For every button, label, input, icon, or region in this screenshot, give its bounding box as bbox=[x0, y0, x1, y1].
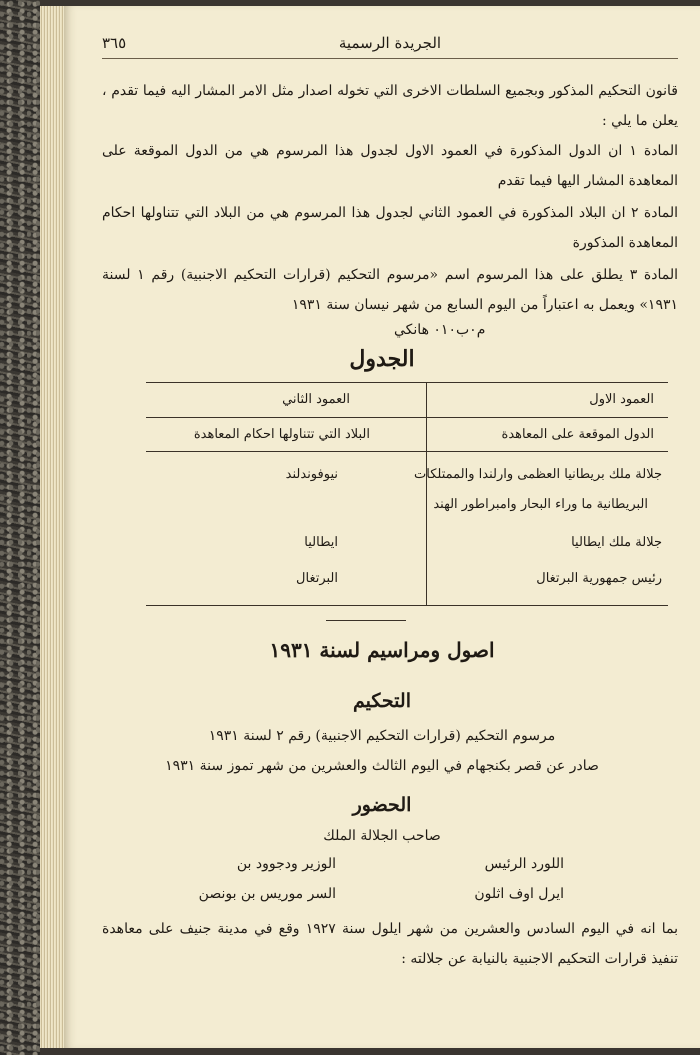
table-row-3-col2: ايطاليا bbox=[304, 535, 338, 550]
schedule-table bbox=[146, 382, 668, 606]
table-row-1-col2: نيوفوندلند bbox=[285, 467, 338, 482]
attendee: السر موريس بن بونصن bbox=[198, 886, 336, 902]
article-1: المادة ١ ان الدول المذكورة في العمود الاول لجدول هذا المرسوم هي من الدول الموقعة على المعاهدة المشار اليها فيما تقدم bbox=[102, 143, 678, 189]
table-row-4-col2: البرتغال bbox=[296, 571, 338, 586]
attendee: ايرل اوف اثلون bbox=[474, 886, 564, 902]
table-row-2-col1: البريطانية ما وراء البحار وامبراطور الهند bbox=[433, 497, 648, 512]
article-3: المادة ٣ يطلق على هذا المرسوم اسم «مرسوم التحكيم (قرارات التحكيم الاجنبية) رقم ١ لسنة ١٩٣١» ويعمل به اعتباراً من اليوم السابع من شهر نيسان سنة ١٩٣١ bbox=[102, 267, 678, 313]
page-stack-edge bbox=[40, 6, 66, 1048]
article-2: المادة ٢ ان البلاد المذكورة في العمود الثاني لجدول هذا المرسوم هي من البلاد التي تتناولها احكام المعاهدة المذكورة bbox=[102, 205, 678, 251]
table-rule bbox=[146, 451, 668, 452]
section-title: اصول ومراسيم لسنة ١٩٣١ bbox=[269, 638, 495, 662]
attendee: الوزير ودجوود بن bbox=[236, 856, 336, 872]
section-subtitle: التحكيم bbox=[353, 690, 411, 712]
document-page bbox=[64, 6, 700, 1048]
journal-title: الجريدة الرسمية bbox=[338, 34, 442, 52]
book-cover-edge bbox=[0, 0, 40, 1055]
issued-line: صادر عن قصر بكنجهام في اليوم الثالث والعشرين من شهر تموز سنة ١٩٣١ bbox=[165, 758, 599, 774]
table-title: الجدول bbox=[349, 346, 415, 372]
closing-paragraph: بما انه في اليوم السادس والعشرين من شهر ايلول سنة ١٩٢٧ وقع في مدينة جنيف على معاهدة تنفيذ قرارات التحكيم الاجنبية بالنيابة عن جلالته : bbox=[102, 921, 678, 967]
col1-subheader: الدول الموقعة على المعاهدة bbox=[501, 427, 654, 442]
table-row-1-col1: جلالة ملك بريطانيا العظمى وارلندا والممتلكات bbox=[414, 467, 662, 482]
intro-paragraph: قانون التحكيم المذكور وبجميع السلطات الاخرى التي تخوله اصدار مثل الامر المشار اليه فيما تقدم ، يعلن ما يلي : bbox=[102, 83, 678, 129]
attendance-title: الحضور bbox=[352, 794, 412, 816]
presiding-line: صاحب الجلالة الملك bbox=[323, 828, 441, 844]
section-divider bbox=[326, 620, 406, 621]
signature: م٠ب٠١٠ هانكي bbox=[394, 322, 486, 338]
col2-subheader: البلاد التي تتناولها احكام المعاهدة bbox=[193, 427, 370, 442]
table-row-3-col1: جلالة ملك ايطاليا bbox=[571, 535, 662, 550]
page-number: ٣٦٥ bbox=[102, 34, 127, 52]
attendee: اللورد الرئيس bbox=[484, 856, 564, 872]
col2-header: العمود الثاني bbox=[282, 392, 350, 407]
table-row-4-col1: رئيس جمهورية البرتغال bbox=[536, 571, 662, 586]
decree-name: مرسوم التحكيم (قرارات التحكيم الاجنبية) رقم ٢ لسنة ١٩٣١ bbox=[208, 728, 556, 744]
page-header bbox=[102, 32, 678, 59]
table-rule bbox=[146, 417, 668, 418]
col1-header: العمود الاول bbox=[589, 392, 654, 407]
